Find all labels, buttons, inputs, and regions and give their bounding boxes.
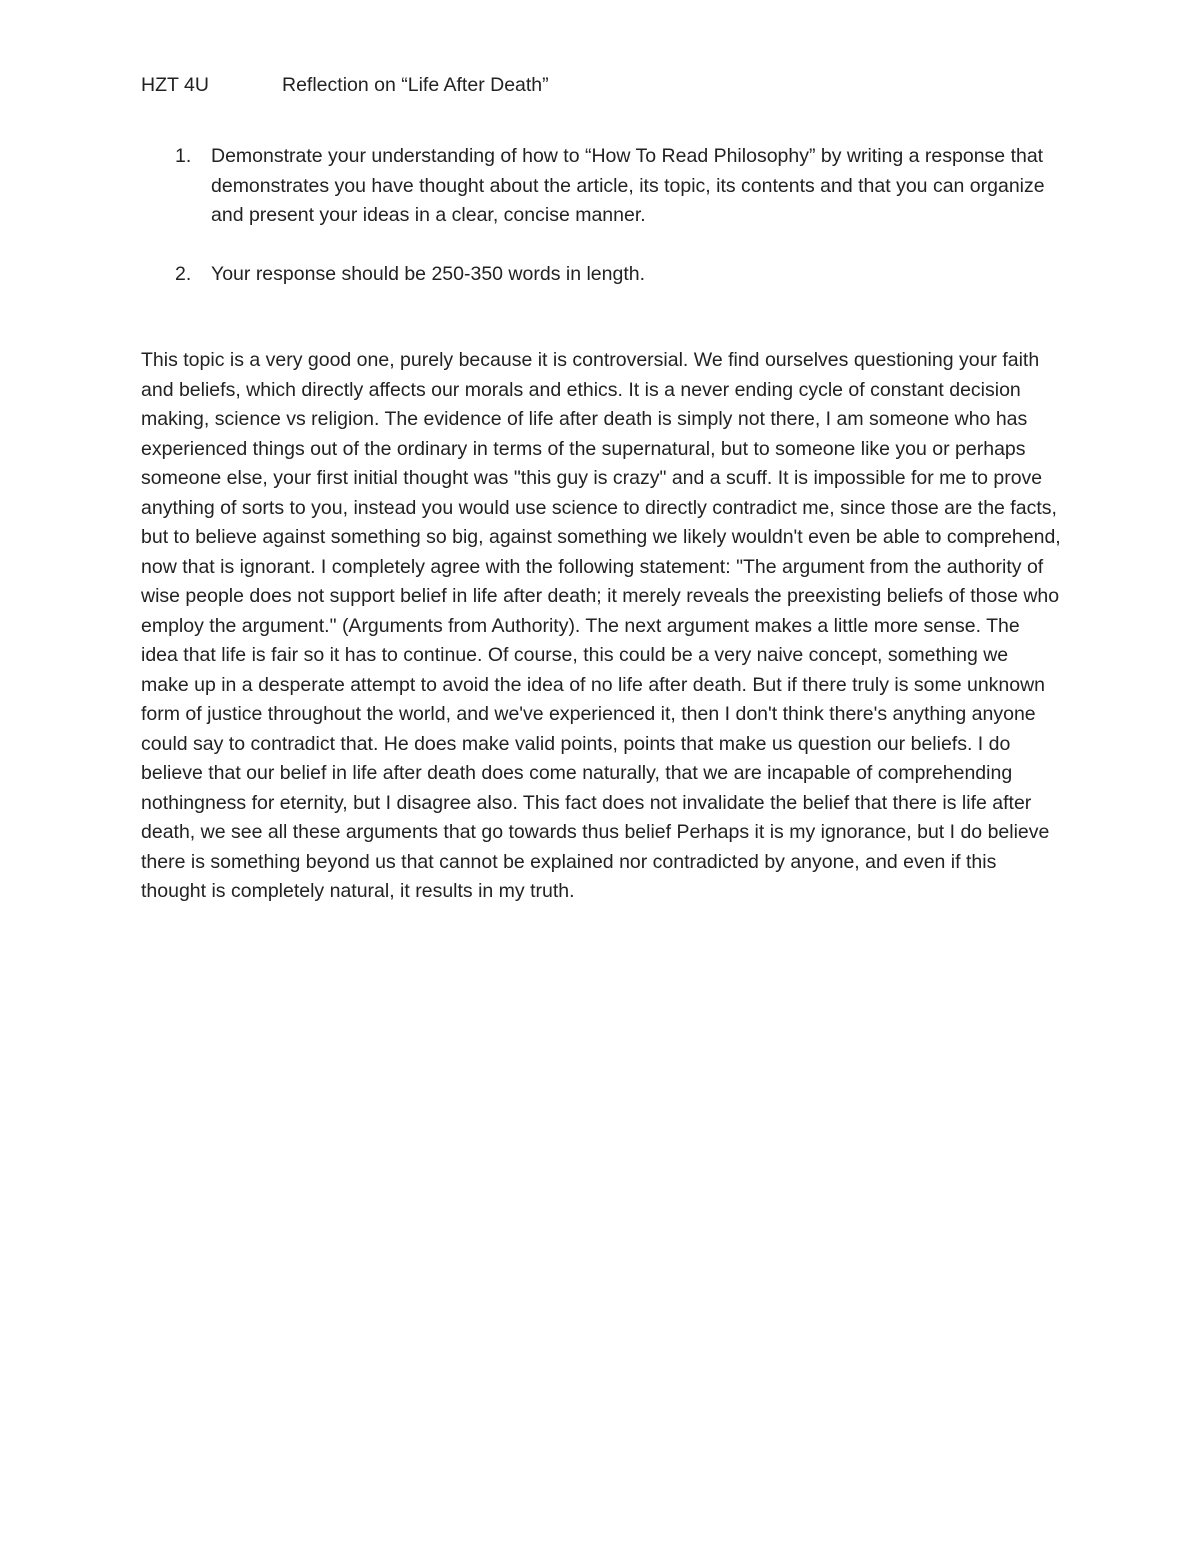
response-paragraph: This topic is a very good one, purely because it is controversial. We find ourselves questioning your faith and beliefs, which directly affects our morals and ethics. It is a never ending cycle of constant decision making, science vs religion. The evidence of life after death is simply not there, I am someone who has experienced things out of the ordinary in terms of the supernatural, but to someone like you or perhaps someone else, your first initial thought was "this guy is crazy" and a scuff. It is impossible for me to prove anything of sorts to you, instead you would use science to directly contradict me, since those are the facts, but to believe against something so big, against something we likely wouldn't even be able to comprehend, now that is ignorant. I completely agree with the following statement: "The argument from the authority of wise people does not support belief in life after death; it merely reveals the preexisting beliefs of those who employ the argument." (Arguments from Authority). The next argument makes a little more sense. The idea that life is fair so it has to continue. Of course, this could be a very naive concept, something we make up in a desperate attempt to avoid the idea of no life after death. But if there truly is some unknown form of justice throughout the world, and we've experienced it, then I don't think there's anything anyone could say to contradict that. He does make valid points, points that make us question our beliefs. I do believe that our belief in life after death does come naturally, that we are incapable of comprehending nothingness for eternity, but I disagree also. This fact does not invalidate the belief that there is life after death, we see all these arguments that go towards thus belief Perhaps it is my ignorance, but I do believe there is something beyond us that cannot be explained nor contradicted by anyone, and even if this thought is completely natural, it results in my truth. [141, 349, 1061, 902]
instruction-number: 1. [175, 145, 192, 167]
instruction-number: 2. [175, 263, 192, 285]
document-header [141, 72, 549, 98]
instruction-text: Demonstrate your understanding of how to “How To Read Philosophy” by writing a response that demonstrates you have thought about the article, its topic, its contents and that you can organize and present your ideas in a clear, concise manner. [211, 145, 1045, 226]
course-code: HZT 4U [141, 74, 209, 96]
instruction-item [141, 142, 1071, 231]
instruction-item [141, 260, 1071, 290]
document-title: Reflection on “Life After Death” [282, 74, 549, 96]
instruction-text: Your response should be 250-350 words in length. [211, 263, 645, 285]
instructions-list [141, 142, 1071, 319]
